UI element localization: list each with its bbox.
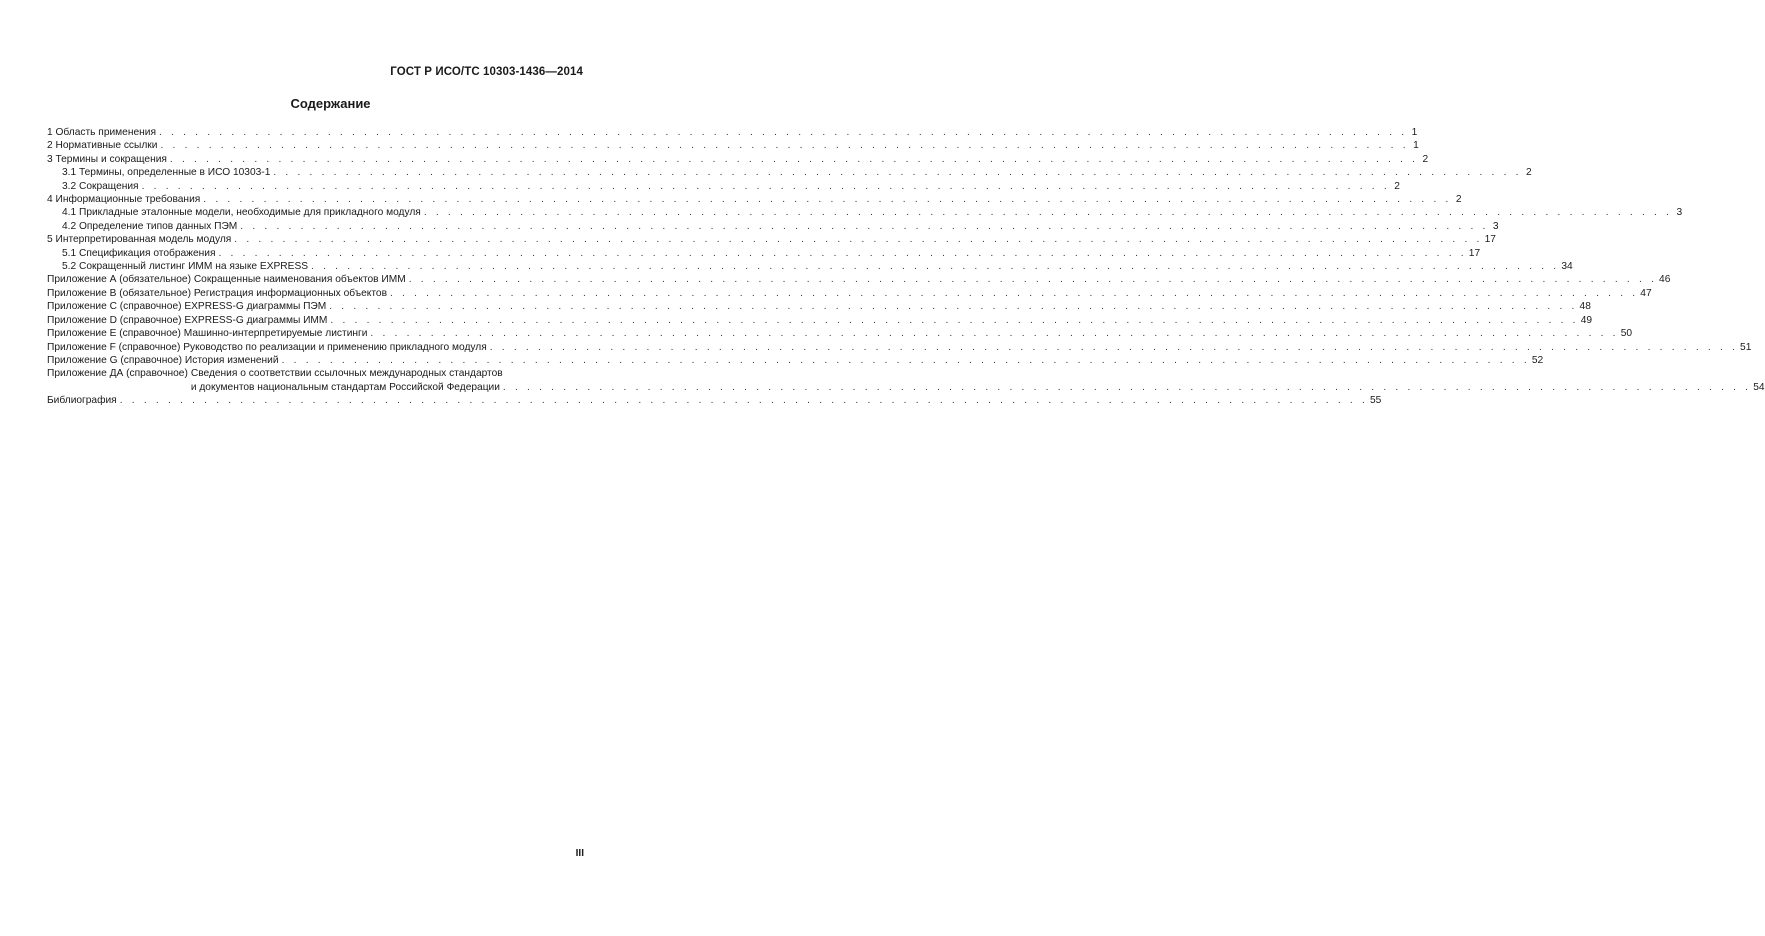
toc-leader-dots: [503, 381, 1751, 394]
toc-entry-page: 50: [1620, 328, 1633, 340]
toc-entry-label: Приложение G (справочное) История изменений: [47, 354, 279, 366]
toc-entry-label: Приложение F (справочное) Руководство по реализации и применению прикладного модуля: [47, 341, 487, 353]
page-number: III: [575, 848, 584, 859]
toc-entry-label: Приложение А (обязательное) Сокращенные наименования объектов ИММ: [47, 274, 406, 286]
toc-entry-page: 3: [1492, 220, 1499, 232]
toc-entry[interactable]: [47, 193, 1462, 206]
toc-leader-dots: [273, 166, 1521, 179]
toc-entry-page: 47: [1640, 287, 1652, 299]
toc-leader-dots: [219, 247, 1467, 260]
toc-entry-label: Приложение В (обязательное) Регистрация информационных объектов: [47, 287, 387, 299]
toc-leader-dots: [490, 341, 1738, 354]
table-of-contents: [47, 126, 1765, 408]
toc-entry[interactable]: [47, 126, 1418, 139]
toc-entry-page: 34: [1561, 261, 1573, 273]
toc-entry-page: 2: [1394, 180, 1400, 192]
toc-entry-page: 49: [1580, 314, 1593, 326]
toc-entry-label: 5 Интерпретированная модель модуля: [47, 234, 232, 246]
toc-entry-label: Приложение С (справочное) EXPRESS-G диаграммы ПЭМ: [47, 301, 327, 313]
toc-entry-page: 2: [1526, 167, 1532, 179]
toc-entry[interactable]: [47, 233, 1496, 246]
toc-entry-page: 17: [1484, 234, 1496, 246]
toc-entry[interactable]: [47, 300, 1591, 313]
toc-entry[interactable]: [47, 341, 1752, 354]
toc-entry-page: 51: [1740, 341, 1752, 353]
toc-leader-dots: [159, 126, 1407, 139]
toc-entry[interactable]: [47, 247, 1481, 260]
toc-entry-label: 3.1 Термины, определенные в ИСО 10303-1: [62, 167, 271, 179]
toc-entry-lines: [188, 367, 1765, 394]
toc-entry[interactable]: [47, 166, 1532, 179]
toc-entry-label: 5.1 Спецификация отображения: [62, 247, 216, 259]
document-code: ГОСТ Р ИСО/ТС 10303-1436—2014: [390, 66, 583, 78]
toc-entry[interactable]: [47, 327, 1633, 340]
toc-entry-label: 2 Нормативные ссылки: [47, 140, 158, 152]
toc-entry[interactable]: [47, 220, 1499, 233]
toc-entry-prefix: Приложение ДА (справочное): [47, 368, 188, 380]
toc-leader-dots: [311, 260, 1559, 273]
toc-entry-label: 3.2 Сокращения: [62, 180, 139, 192]
toc-entry[interactable]: [47, 153, 1429, 166]
toc-leader-dots: [330, 314, 1578, 327]
toc-entry-label: Библиография: [47, 395, 117, 407]
toc-leader-dots: [120, 394, 1368, 407]
toc-leader-dots: [409, 273, 1657, 286]
toc-leader-dots: [142, 180, 1390, 193]
toc-entry[interactable]: [47, 314, 1593, 327]
toc-entry[interactable]: [47, 139, 1419, 152]
toc-entry[interactable]: [47, 273, 1671, 286]
toc-entry[interactable]: [47, 260, 1573, 273]
toc-entry[interactable]: [47, 206, 1683, 219]
toc-entry-label: 5.2 Сокращенный листинг ИММ на языке EXPRESS: [62, 261, 309, 273]
toc-entry-label: 3 Термины и сокращения: [47, 153, 167, 165]
toc-leader-dots: [203, 193, 1451, 206]
toc-entry-label-line1: Сведения о соответствии ссылочных международных стандартов: [190, 368, 503, 380]
toc-entry-page: 2: [1422, 153, 1429, 165]
toc-leader-dots: [160, 139, 1408, 152]
toc-entry-label: 4 Информационные требования: [47, 194, 201, 206]
toc-entry-page: 1: [1411, 127, 1418, 138]
toc-leader-dots: [234, 233, 1482, 246]
toc-leader-dots: [282, 354, 1530, 367]
toc-leader-dots: [240, 220, 1488, 233]
toc-entry-line2: [191, 381, 1765, 394]
toc-entry-bibliography[interactable]: [47, 394, 1382, 407]
toc-entry-label: Приложение D (справочное) EXPRESS-G диаграммы ИММ: [47, 314, 328, 326]
toc-entry-page: 55: [1370, 395, 1382, 407]
toc-entry-label: 4.2 Определение типов данных ПЭМ: [62, 220, 238, 232]
toc-entry[interactable]: [47, 287, 1652, 300]
toc-entry-label-line2: и документов национальным стандартам Российской Федерации: [190, 381, 500, 393]
toc-entry-page: 17: [1468, 247, 1481, 259]
toc-entry-annex-da[interactable]: [47, 367, 1765, 394]
toc-entry-label: 1 Область применения: [47, 127, 156, 138]
toc-leader-dots: [424, 206, 1672, 219]
toc-entry-label: 4.1 Прикладные эталонные модели, необходимые для прикладного модуля: [62, 207, 421, 219]
toc-entry-page: 3: [1676, 207, 1683, 219]
toc-leader-dots: [170, 153, 1418, 166]
toc-entries: [47, 126, 1752, 367]
toc-entry-page: 48: [1579, 301, 1591, 313]
toc-entry-label: Приложение Е (справочное) Машинно-интерпретируемые листинги: [47, 328, 368, 340]
toc-leader-dots: [390, 287, 1638, 300]
toc-entry-page: 46: [1659, 274, 1671, 286]
toc-entry-page: 2: [1455, 194, 1462, 206]
page-title: Содержание: [290, 96, 371, 111]
toc-entry[interactable]: [47, 354, 1544, 367]
toc-entry[interactable]: [47, 180, 1400, 193]
toc-entry-page: 54: [1753, 381, 1765, 393]
toc-entry-page: 1: [1413, 140, 1419, 152]
toc-entry-page: 52: [1531, 354, 1544, 366]
toc-leader-dots: [370, 327, 1618, 340]
toc-leader-dots: [329, 300, 1577, 313]
